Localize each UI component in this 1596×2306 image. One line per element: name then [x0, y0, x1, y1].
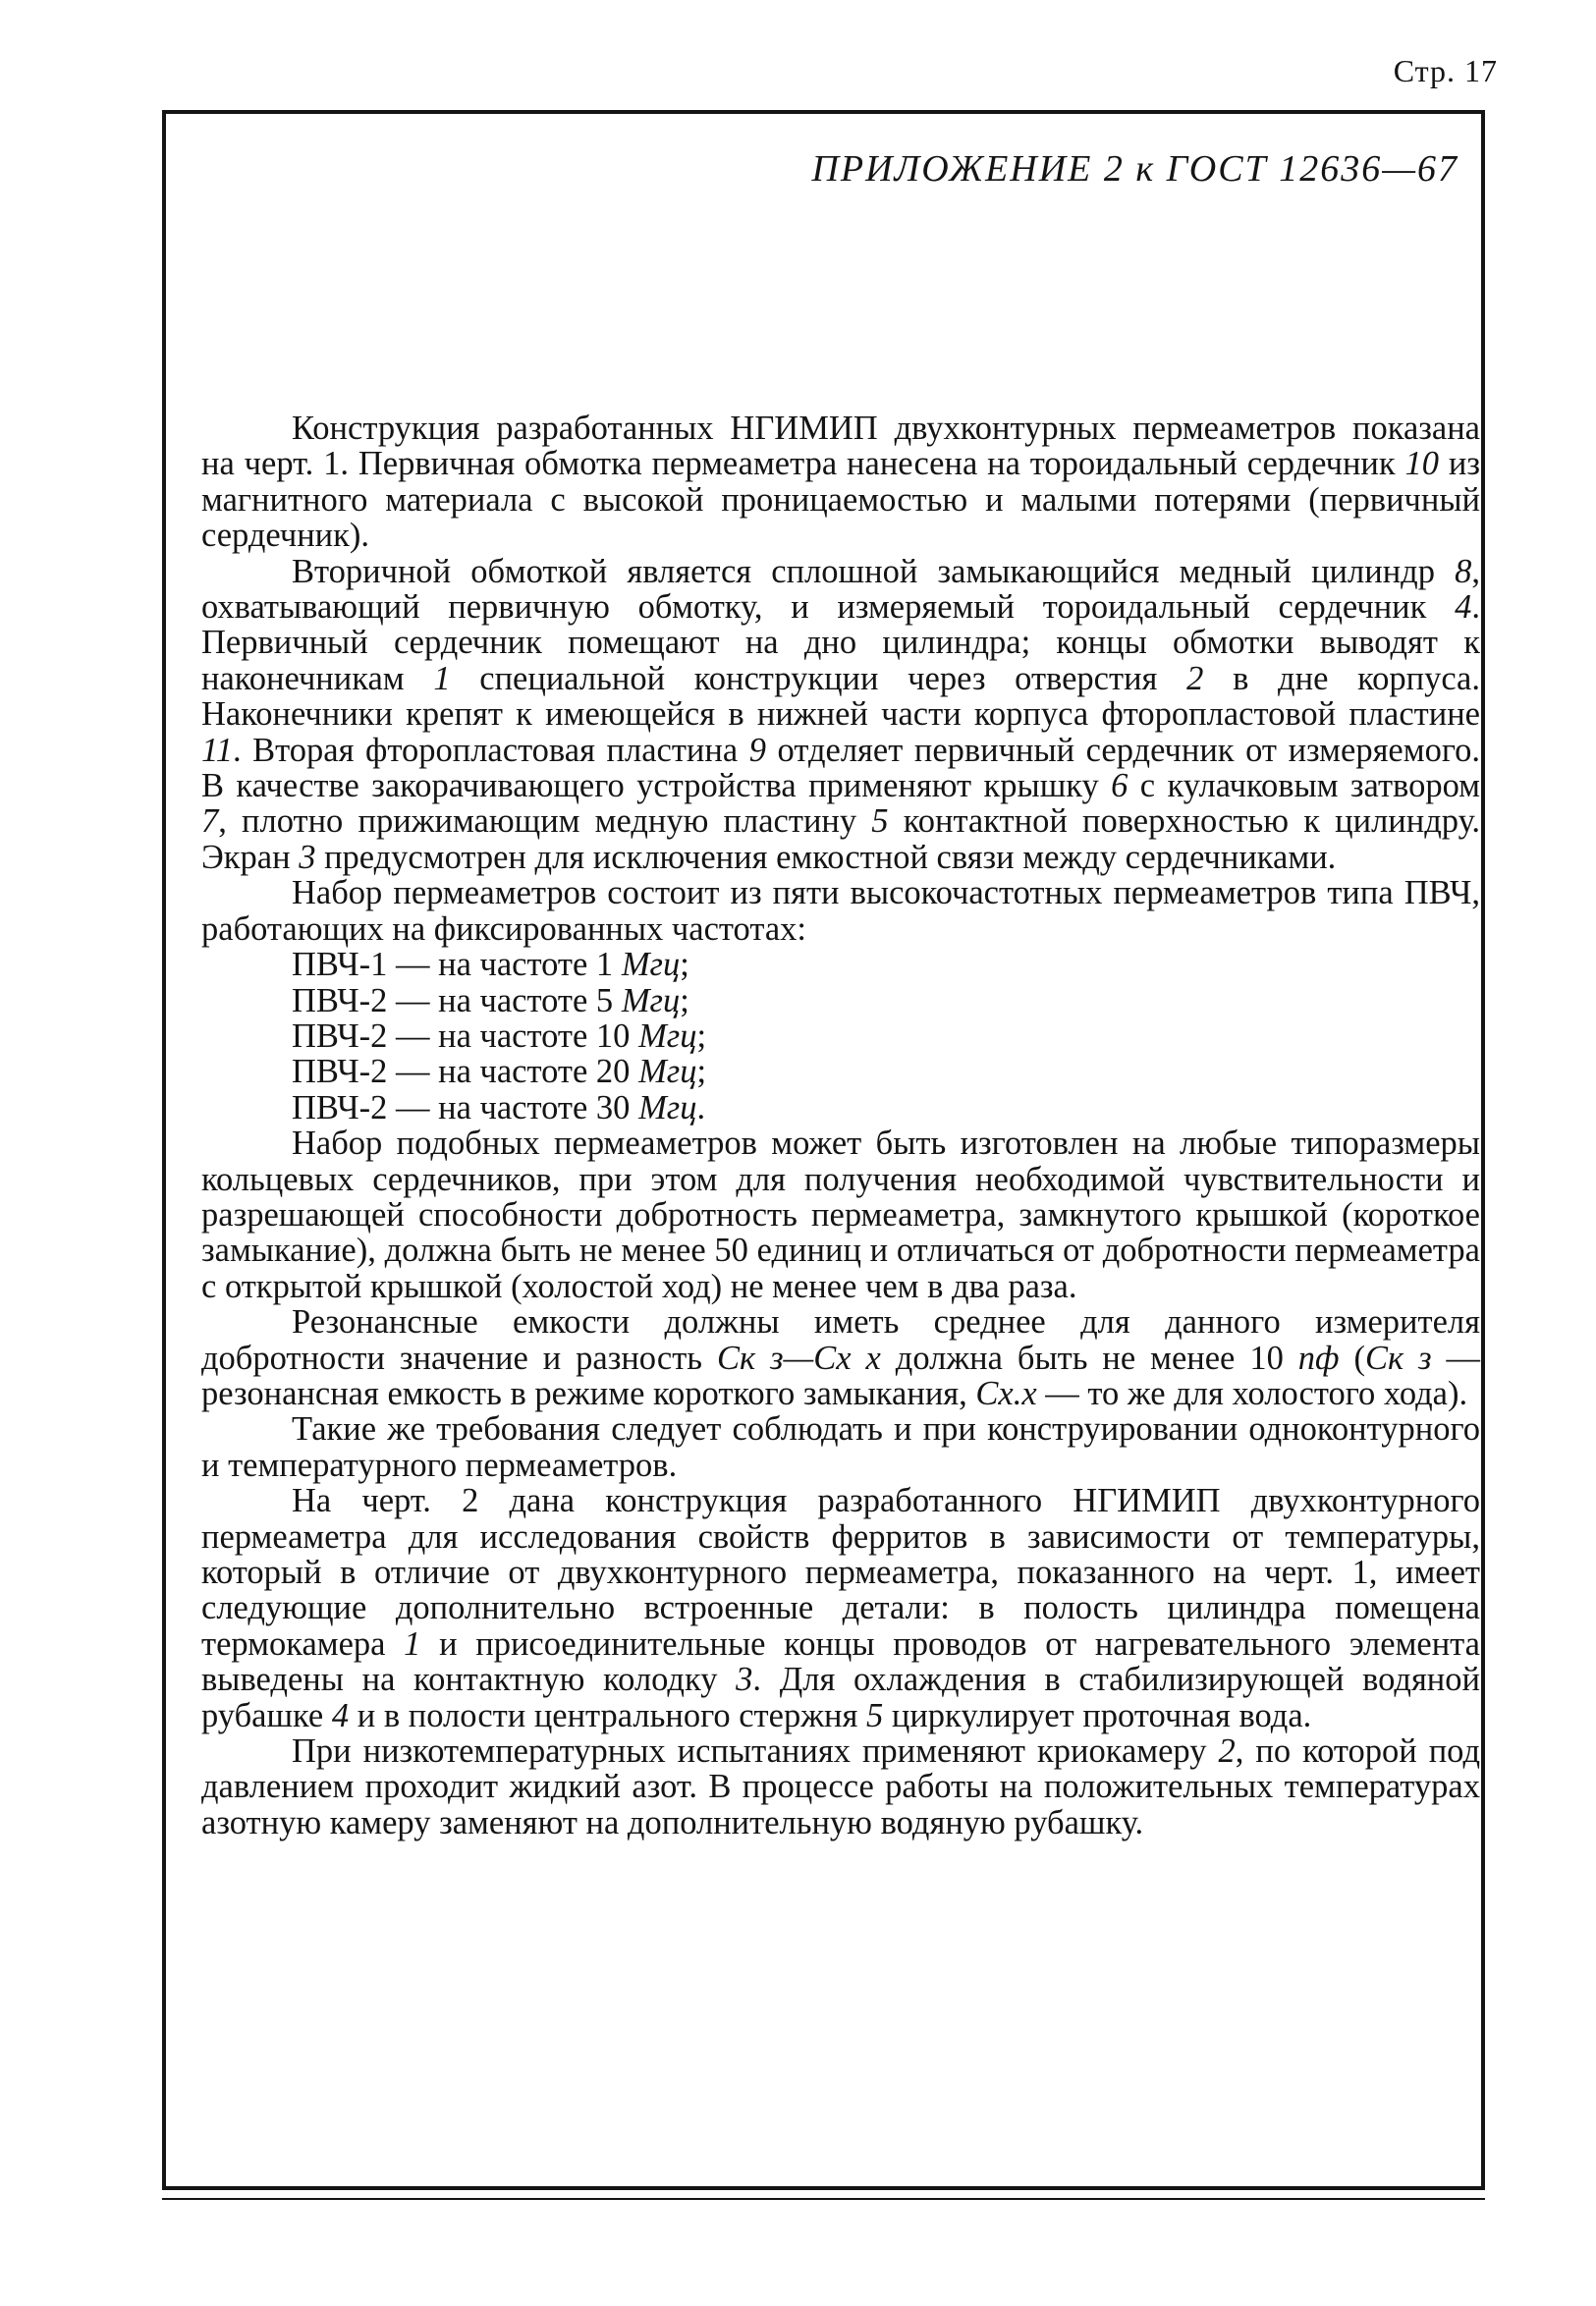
- document-body: [201, 411, 1480, 1840]
- paragraph-8: При низкотемпературных испытаниях применяют криокамеру 2, по которой под давлением проходит жидкий азот. В процессе работы на положительных температурах азотную камеру заменяют на дополнительную водяную рубашку.: [201, 1732, 1480, 1841]
- frequency-list: [201, 947, 1480, 1126]
- list-item: ПВЧ-2 — на частоте 30 Мгц.: [292, 1088, 706, 1126]
- paragraph-6: Такие же требования следует соблюдать и при конструировании одноконтурного и температурного пермеаметров.: [201, 1410, 1480, 1484]
- page-number: Стр. 17: [1393, 53, 1498, 88]
- paragraph-7: На черт. 2 дана конструкция разработанного НГИМИП двухконтурного пермеаметра для исследования свойств ферритов в зависимости от температуры, который в отличие от двухконтурного пермеаметра, показанного на черт. 1, имеет следующие дополнительно встроенные детали: в полость цилиндра помещена термокамера 1 и присоединительные концы проводов от нагревательного элемента выведены на контактную колодку 3. Для охлаждения в стабилизирующей водяной рубашке 4 и в полости центрального стержня 5 циркулирует проточная вода.: [201, 1482, 1480, 1734]
- paragraph-2: Вторичной обмоткой является сплошной замыкающийся медный цилиндр 8, охватывающий первичную обмотку, и измеряемый тороидальный сердечник 4. Первичный сердечник помещают на дно цилиндра; концы обмотки выводят к наконечникам 1 специальной конструкции через отверстия 2 в дне корпуса. Наконечники крепят к имеющейся в нижней части корпуса фторопластовой пластине 11. Вторая фторопластовая пластина 9 отделяет первичный сердечник от измеряемого. В качестве закорачивающего устройства применяют крышку 6 с кулачковым затвором 7, плотно прижимающим медную пластину 5 контактной поверхностью к цилиндру. Экран 3 предусмотрен для исключения емкостной связи между сердечниками.: [201, 552, 1481, 876]
- list-item: ПВЧ-2 — на частоте 5 Мгц;: [292, 981, 689, 1019]
- list-item: ПВЧ-2 — на частоте 20 Мгц;: [292, 1053, 707, 1091]
- list-item: ПВЧ-1 — на частоте 1 Мгц;: [292, 946, 689, 984]
- paragraph-4: Набор подобных пермеаметров может быть изготовлен на любые типоразмеры кольцевых сердечников, при этом для получения необходимой чувствительности и разрешающей способности добротность пермеаметра, замкнутого крышкой (короткое замыкание), должна быть не менее 50 единиц и отличаться от добротности пермеаметра с открытой крышкой (холостой ход) не менее чем в два раза.: [201, 1125, 1480, 1305]
- paragraph-1: Конструкция разработанных НГИМИП двухконтурных пермеаметров показана на черт. 1. Первичная обмотка пермеаметра нанесена на тороидальный сердечник 10 из магнитного материала с высокой проницаемостью и малыми потерями (первичный сердечник).: [201, 410, 1480, 555]
- paragraph-5: Резонансные емкости должны иметь среднее для данного измерителя добротности значение и разность Cк з—Cх х должна быть не менее 10 пф (Cк з — резонансная емкость в режиме короткого замыкания, Cх.х — то же для холостого хода).: [201, 1303, 1480, 1412]
- frame-bottom-rule: [162, 2198, 1485, 2200]
- appendix-title: ПРИЛОЖЕНИЕ 2 к ГОСТ 12636—67: [811, 148, 1458, 190]
- paragraph-3: Набор пермеаметров состоит из пяти высокочастотных пермеаметров типа ПВЧ, работающих на фиксированных частотах:: [201, 874, 1480, 948]
- list-item: ПВЧ-2 — на частоте 10 Мгц;: [292, 1016, 707, 1055]
